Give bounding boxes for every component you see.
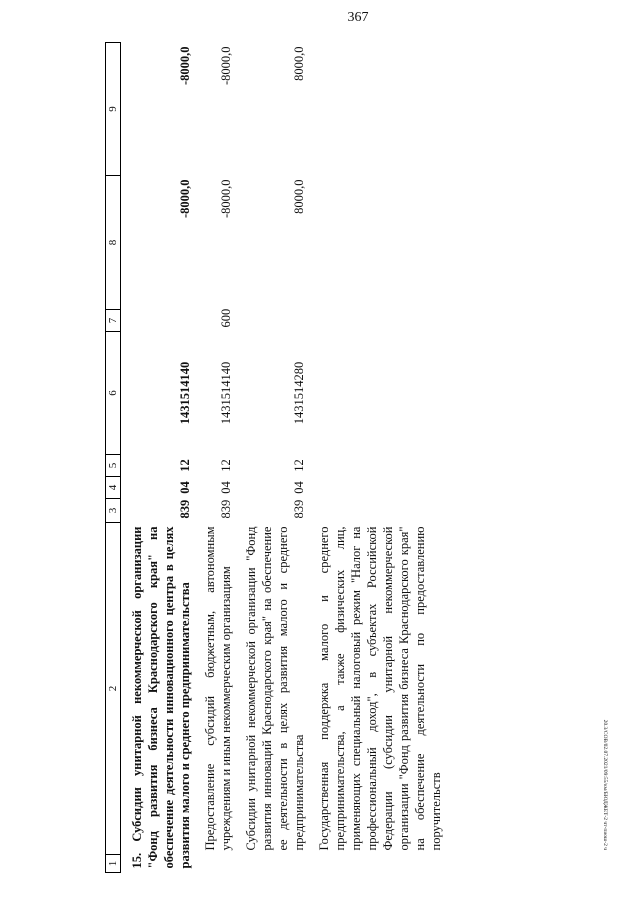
header-cell: 2 xyxy=(106,523,121,855)
cell-c8 xyxy=(308,176,445,310)
cell-c5: 12 xyxy=(219,459,234,472)
cell-c4: 04 xyxy=(292,481,307,494)
cell-c3: 839 xyxy=(292,499,307,519)
cell-c7 xyxy=(121,310,195,332)
budget-table xyxy=(105,42,445,873)
cell-c3 xyxy=(308,499,445,523)
row-text: Субсидии унитарной некоммерческой организации "Фонд развития бизнеса Краснодарского края" на обеспечение деятельности инновационного центра в целях развития малого и среднего предпринимательства xyxy=(130,526,193,869)
budget-table-rotated xyxy=(105,43,525,873)
header-cell: 1 xyxy=(106,855,121,873)
row-description: Субсидии унитарной некоммерческой организации "Фонд развития инноваций Краснодарского края" на обеспечение ее деятельности в целях развития малого и среднего предпринимательства xyxy=(244,526,307,851)
cell-c7 xyxy=(235,310,308,332)
header-cell: 8 xyxy=(106,176,121,310)
cell-c6: 1431514140 xyxy=(178,361,193,425)
header-cell: 9 xyxy=(106,43,121,176)
header-cell: 3 xyxy=(106,499,121,523)
cell-c3: 839 xyxy=(219,499,234,519)
cell-c5 xyxy=(308,455,445,477)
header-cell: 4 xyxy=(106,477,121,499)
row-description xyxy=(121,523,195,873)
cell-c7: 600 xyxy=(219,308,234,328)
cell-c9 xyxy=(308,43,445,176)
table-row xyxy=(308,43,445,873)
row-description: Предоставление субсидий бюджетным, автономным учреждениям и иным некоммерческим организациям xyxy=(203,526,234,851)
cell-c4 xyxy=(308,477,445,499)
cell-c3: 839 xyxy=(178,499,193,519)
cell-c8: -8000,0 xyxy=(178,179,193,219)
cell-c5: 12 xyxy=(292,459,307,472)
document-code: 20.3/СОВ/02.07.2021/09:55/км/БЮДЖЕТ-2 чт-пиош-2 ч xyxy=(602,719,608,850)
row-description: Государственная поддержка малого и среднего предпринимательства, а также физических лиц, применяющих специальный налоговый режим "Налог на профессиональный доход", в субъектах Российской Федерации (субсидии унитарной некоммерческой организации "Фонд развития бизнеса Краснодарского края" на обеспечение деятельности по предоставлению поручительств xyxy=(317,526,444,851)
row-index: 15. xyxy=(130,852,145,869)
page-number: 367 xyxy=(347,10,369,25)
cell-c6: 1431514140 xyxy=(219,361,234,425)
cell-c8: 8000,0 xyxy=(292,179,307,214)
table-row xyxy=(235,43,308,873)
table-row xyxy=(194,43,235,873)
cell-c4: 04 xyxy=(178,481,193,494)
cell-c4: 04 xyxy=(219,481,234,494)
cell-c7 xyxy=(308,310,445,332)
cell-c9: -8000,0 xyxy=(178,46,193,86)
header-cell: 5 xyxy=(106,455,121,477)
cell-c5: 12 xyxy=(178,459,193,472)
table-header xyxy=(106,43,121,873)
table-row xyxy=(121,43,195,873)
cell-c9: -8000,0 xyxy=(219,46,234,86)
cell-c6 xyxy=(308,332,445,455)
cell-c8: -8000,0 xyxy=(219,179,234,219)
header-cell: 7 xyxy=(106,310,121,332)
cell-c9: 8000,0 xyxy=(292,46,307,81)
header-cell: 6 xyxy=(106,332,121,455)
cell-c6: 1431514280 xyxy=(292,361,307,425)
